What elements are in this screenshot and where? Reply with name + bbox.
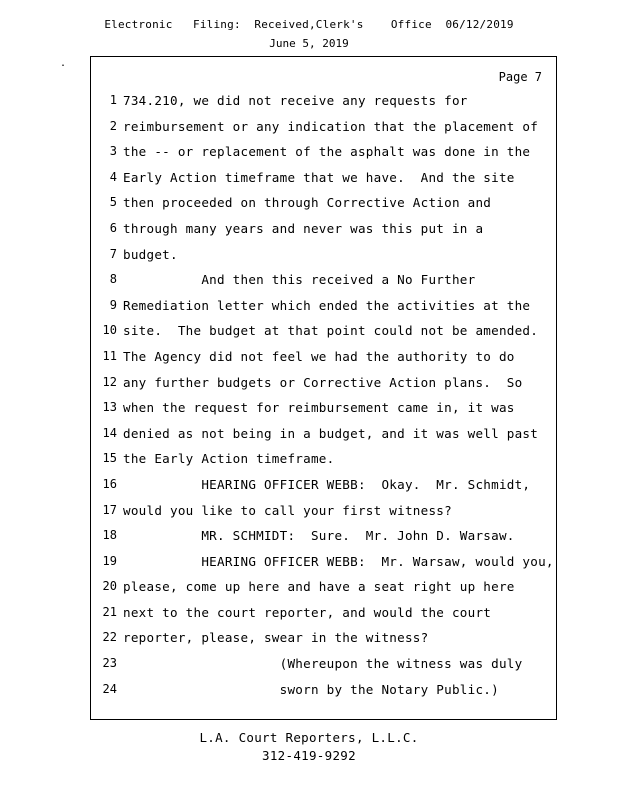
transcript-line — [91, 323, 556, 349]
transcript-line — [91, 119, 556, 145]
footer-company: L.A. Court Reporters, L.L.C. — [199, 730, 419, 745]
line-text: HEARING OFFICER WEBB: Mr. Warsaw, would you, — [123, 553, 554, 569]
transcript-line — [91, 451, 556, 477]
line-number: 6 — [109, 220, 117, 235]
line-number: 17 — [102, 502, 117, 517]
line-text: when the request for reimbursement came in, it was — [123, 400, 515, 416]
line-number: 23 — [102, 656, 117, 671]
line-text: then proceeded on through Corrective Action and — [123, 195, 492, 211]
line-number: 21 — [102, 604, 117, 619]
transcript-line — [91, 503, 556, 529]
transcript-line — [91, 272, 556, 298]
page-number: Page 7 — [498, 70, 542, 84]
transcript-line — [91, 247, 556, 273]
line-number: 11 — [102, 348, 117, 363]
line-number: 15 — [102, 451, 117, 466]
line-number: 14 — [102, 425, 117, 440]
transcript-body — [90, 56, 557, 720]
line-text: through many years and never was this put in a — [123, 220, 484, 236]
line-text: 734.210, we did not receive any requests for — [123, 93, 468, 108]
line-text: sworn by the Notary Public.) — [123, 681, 499, 697]
line-number: 10 — [102, 323, 117, 338]
line-number: 2 — [109, 118, 117, 133]
line-number: 18 — [102, 528, 117, 543]
efiling-stamp-line1: Electronic Filing: Received,Clerk's Office 06/12/2019 — [104, 18, 514, 31]
transcript-line — [91, 528, 556, 554]
line-text: HEARING OFFICER WEBB: Okay. Mr. Schmidt, — [123, 476, 531, 492]
transcript-line — [91, 682, 556, 708]
line-text: reimbursement or any indication that the placement of — [123, 118, 539, 134]
line-number: 12 — [102, 374, 117, 389]
line-number: 24 — [102, 681, 117, 696]
line-number: 3 — [109, 144, 117, 159]
line-number: 4 — [109, 169, 117, 184]
transcript-line — [91, 144, 556, 170]
transcript-line — [91, 656, 556, 682]
line-text: Early Action timeframe that we have. And the site — [123, 169, 515, 185]
transcript-line — [91, 579, 556, 605]
line-number: 22 — [102, 630, 117, 645]
line-text: please, come up here and have a seat right up here — [123, 579, 515, 595]
line-text: the -- or replacement of the asphalt was done in the — [123, 144, 531, 160]
line-text: the Early Action timeframe. — [123, 451, 335, 467]
line-number: 19 — [102, 553, 117, 568]
line-text: The Agency did not feel we had the authority to do — [123, 348, 515, 364]
transcript-lines — [91, 93, 556, 707]
transcript-line — [91, 400, 556, 426]
line-text: MR. SCHMIDT: Sure. Mr. John D. Warsaw. — [123, 528, 515, 544]
line-number: 5 — [109, 195, 117, 210]
transcript-line — [91, 605, 556, 631]
line-number: 16 — [102, 476, 117, 491]
line-text: reporter, please, swear in the witness? — [123, 630, 429, 646]
transcript-line — [91, 630, 556, 656]
line-text: next to the court reporter, and would the court — [123, 604, 492, 620]
line-text: budget. — [123, 246, 178, 262]
transcript-line — [91, 170, 556, 196]
line-number: 8 — [109, 272, 117, 287]
line-number: 7 — [109, 246, 117, 261]
transcript-line — [91, 426, 556, 452]
transcript-line — [91, 221, 556, 247]
transcript-line — [91, 375, 556, 401]
transcript-line — [91, 477, 556, 503]
line-text: would you like to call your first witness? — [123, 502, 452, 518]
line-text: Remediation letter which ended the activities at the — [123, 297, 531, 313]
line-text: any further budgets or Corrective Action plans. So — [123, 374, 523, 390]
footer-phone: 312-419-9292 — [262, 748, 356, 763]
line-text: denied as not being in a budget, and it was well past — [123, 425, 539, 441]
efiling-stamp-line2: June 5, 2019 — [269, 37, 349, 50]
line-number: 1 — [109, 93, 117, 107]
transcript-line — [91, 298, 556, 324]
line-text: (Whereupon the witness was duly — [123, 656, 523, 672]
transcript-line — [91, 349, 556, 375]
line-number: 9 — [109, 297, 117, 312]
transcript-line — [91, 93, 556, 119]
transcript-line — [91, 554, 556, 580]
line-text: site. The budget at that point could not be amended. — [123, 323, 539, 339]
line-text: And then this received a No Further — [123, 272, 476, 288]
line-number: 20 — [102, 579, 117, 594]
line-number: 13 — [102, 400, 117, 415]
transcript-line — [91, 195, 556, 221]
corner-mark: . — [60, 58, 67, 69]
